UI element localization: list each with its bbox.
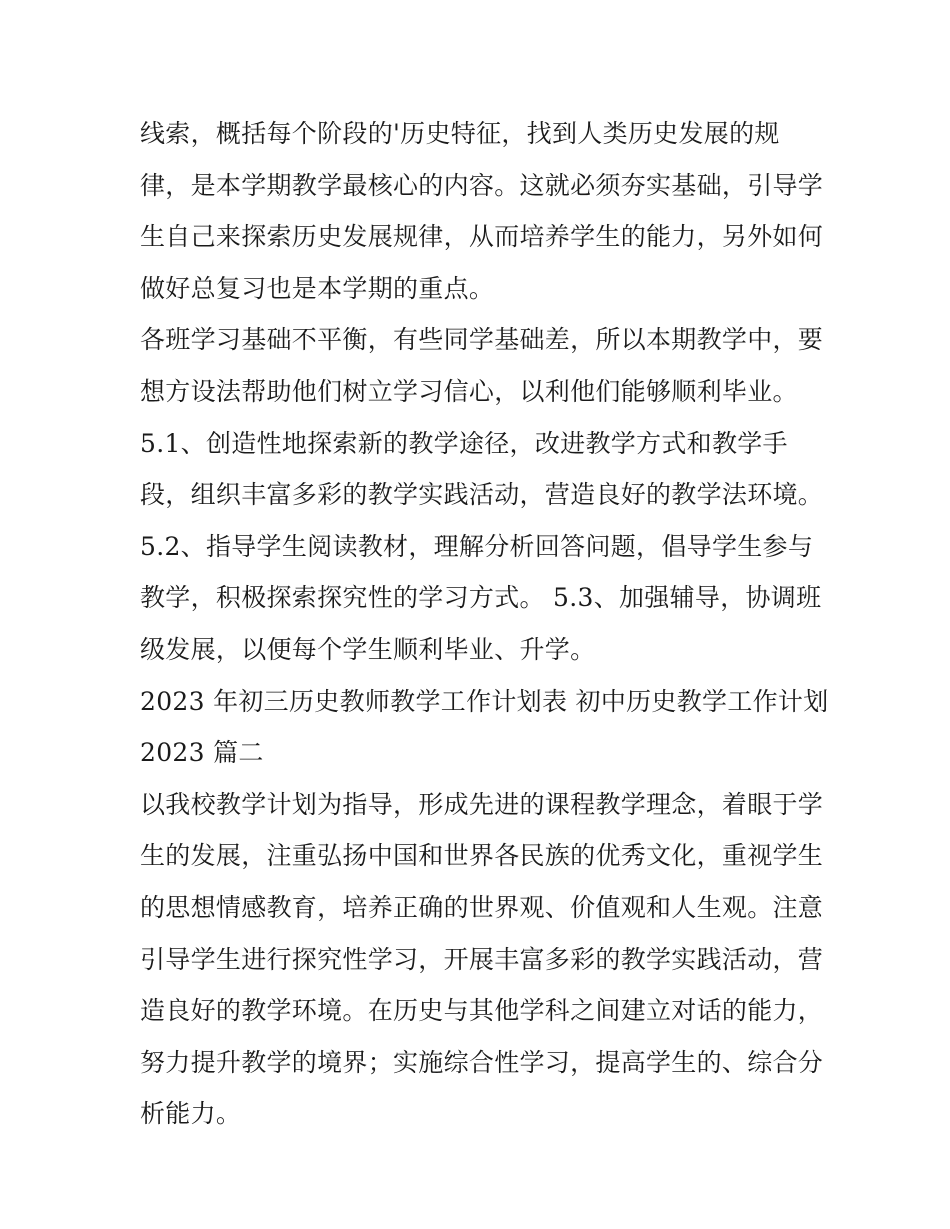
text-line: 5.1、创造性地探索新的教学途径，改进教学方式和教学手 xyxy=(140,428,788,458)
text-line: 析能力。 xyxy=(140,1099,242,1129)
text-line: 各班学习基础不平衡，有些同学基础差，所以本期教学中，要 xyxy=(140,325,824,355)
text-line: 的思想情感教育，培养正确的世界观、价值观和人生观。注意 xyxy=(140,892,824,922)
document-body xyxy=(140,108,830,1140)
heading-line: 2023 年初三历史教师教学工作计划表 初中历史教学工作计划 xyxy=(140,686,829,716)
text-line: 律，是本学期教学最核心的内容。这就必须夯实基础，引导学 xyxy=(140,170,824,200)
text-line: 努力提升教学的境界；实施综合性学习，提高学生的、综合分 xyxy=(140,1047,824,1077)
text-line: 级发展，以便每个学生顺利毕业、升学。 xyxy=(140,634,596,664)
text-line: 教学，积极探索探究性的学习方式。 5.3、加强辅导，协调班 xyxy=(140,583,822,613)
text-line: 5.2、指导学生阅读教材，理解分析回答问题，倡导学生参与 xyxy=(140,531,814,561)
text-line: 以我校教学计划为指导，形成先进的课程教学理念，着眼于学 xyxy=(140,789,824,819)
heading-line: 2023 篇二 xyxy=(140,738,264,768)
text-line: 做好总复习也是本学期的重点。 xyxy=(140,273,495,303)
text-line: 想方设法帮助他们树立学习信心，以利他们能够顺利毕业。 xyxy=(140,376,798,406)
text-line: 生的发展，注重弘扬中国和世界各民族的优秀文化，重视学生 xyxy=(140,841,824,871)
text-line: 生自己来探索历史发展规律，从而培养学生的能力，另外如何 xyxy=(140,222,824,252)
text-line: 引导学生进行探究性学习，开展丰富多彩的教学实践活动，营 xyxy=(140,944,824,974)
text-line: 造良好的教学环境。在历史与其他学科之间建立对话的能力， xyxy=(140,996,824,1026)
text-line: 线索，概括每个阶段的'历史特征，找到人类历史发展的规 xyxy=(140,119,780,148)
text-line: 段，组织丰富多彩的教学实践活动，营造良好的教学法环境。 xyxy=(140,480,824,510)
